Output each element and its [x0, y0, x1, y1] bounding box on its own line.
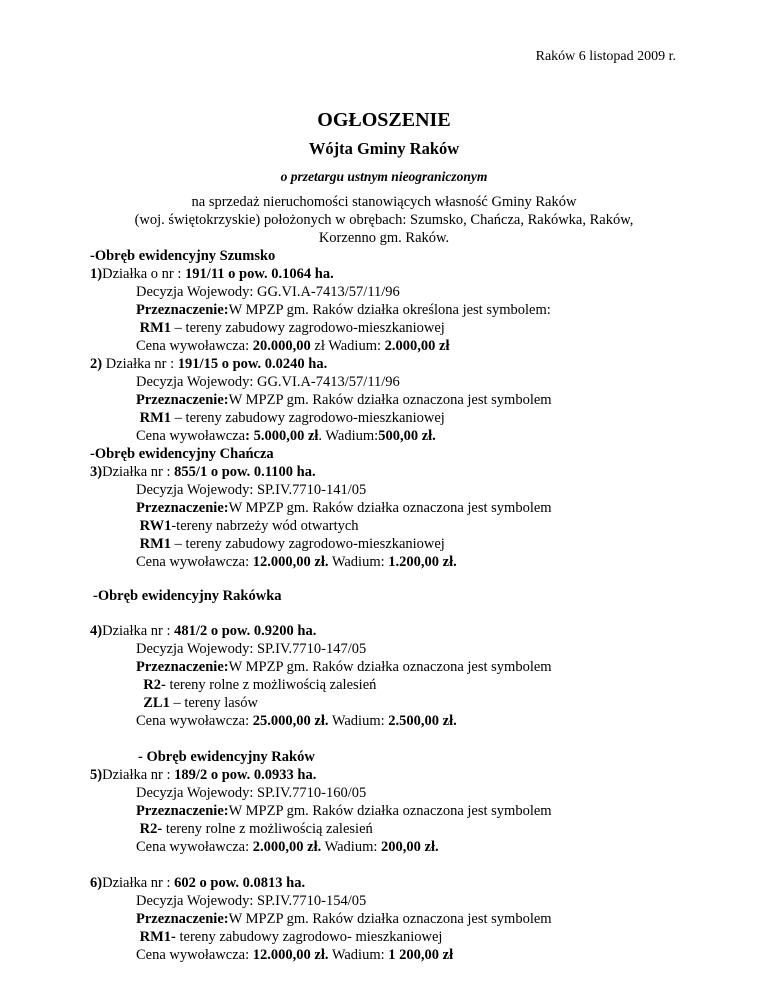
- lot-1-decision: Decyzja Wojewody: GG.VI.A-7413/57/11/96: [136, 284, 400, 300]
- zone-desc: – tereny zabudowy zagrodowo-mieszkaniowej: [171, 536, 445, 552]
- zone-code: RM1: [139, 410, 172, 426]
- lot-5-price: [136, 838, 439, 856]
- intro-line-3: Korzenno gm. Raków.: [318, 230, 450, 246]
- lot-prefix: Działka nr :: [102, 623, 175, 639]
- lot-plot: 481/2 o pow. 0.9200 ha.: [174, 623, 317, 639]
- purpose-label: Przeznaczenie:: [136, 659, 229, 675]
- lot-2-price: [136, 427, 436, 445]
- lot-4-price: [136, 712, 457, 730]
- price-value: 12.000,00 zł.: [252, 947, 329, 963]
- price-mid: . Wadium:: [318, 428, 379, 444]
- price-label: Cena wywoławcza: [136, 428, 246, 444]
- zone-code: RM1: [139, 536, 172, 552]
- lot-4-decision: Decyzja Wojewody: SP.IV.7710-147/05: [136, 641, 367, 657]
- lot-plot: 191/11 o pow. 0.1064 ha.: [185, 266, 334, 282]
- lot-number: 2): [90, 356, 103, 372]
- zone-desc: tereny rolne z możliwością zalesień: [165, 677, 377, 693]
- lot-5-purpose: [136, 802, 552, 820]
- zone-desc: -tereny nabrzeży wód otwartych: [171, 518, 359, 534]
- lot-2-zone-1: [136, 409, 445, 427]
- lot-1-header: [90, 265, 334, 283]
- price-mid: Wadium:: [321, 839, 382, 855]
- price-value: 2.000,00 zł.: [252, 839, 322, 855]
- price-value: 25.000,00 zł.: [252, 713, 329, 729]
- document-tagline: o przetargu ustnym nieograniczonym: [280, 169, 488, 184]
- purpose-text: W MPZP gm. Raków działka oznaczona jest symbolem: [228, 392, 552, 408]
- lot-5-header: [90, 766, 316, 784]
- document-date: Raków 6 listopad 2009 r.: [535, 49, 676, 64]
- lot-1-zone-1: [136, 319, 445, 337]
- purpose-text: W MPZP gm. Raków działka oznaczona jest symbolem: [228, 803, 552, 819]
- lot-prefix: Działka o nr :: [102, 266, 186, 282]
- price-value: 20.000,00: [252, 338, 311, 354]
- price-mid: Wadium:: [328, 713, 389, 729]
- lot-number: 6): [90, 875, 103, 891]
- lot-4-zone-2: [136, 694, 258, 712]
- lot-2-header: [90, 355, 327, 373]
- lot-plot: 855/1 o pow. 0.1100 ha.: [174, 464, 316, 480]
- zone-code: RW1: [139, 518, 172, 534]
- price-label: Cena wywoławcza:: [136, 338, 253, 354]
- zone-desc: – tereny lasów: [169, 695, 259, 711]
- lot-plot: 602 o pow. 0.0813 ha.: [174, 875, 306, 891]
- purpose-label: Przeznaczenie:: [136, 302, 229, 318]
- price-mid: zł Wadium:: [310, 338, 385, 354]
- intro-line-1: na sprzedaż nieruchomości stanowiących własność Gminy Raków: [191, 194, 577, 210]
- deposit-value: 2.000,00 zł: [384, 338, 450, 354]
- lot-6-decision: Decyzja Wojewody: SP.IV.7710-154/05: [136, 893, 367, 909]
- lot-4-purpose: [136, 658, 552, 676]
- lot-plot: 189/2 o pow. 0.0933 ha.: [174, 767, 317, 783]
- purpose-text: W MPZP gm. Raków działka oznaczona jest symbolem: [228, 500, 552, 516]
- purpose-label: Przeznaczenie:: [136, 803, 229, 819]
- lot-1-price: [136, 337, 449, 355]
- zone-code: R2-: [143, 677, 166, 693]
- zone-code: RM1-: [139, 929, 176, 945]
- lot-3-zone-1: [136, 517, 359, 535]
- price-label: Cena wywoławcza:: [136, 713, 253, 729]
- zone-code: RM1: [139, 320, 172, 336]
- zone-desc: tereny zabudowy zagrodowo- mieszkaniowej: [175, 929, 443, 945]
- lot-2-decision: Decyzja Wojewody: GG.VI.A-7413/57/11/96: [136, 374, 400, 390]
- price-value: 12.000,00 zł.: [252, 554, 329, 570]
- purpose-text: W MPZP gm. Raków działka oznaczona jest symbolem: [228, 911, 552, 927]
- lot-3-price: [136, 553, 457, 571]
- intro-line-2: (woj. świętokrzyskie) położonych w obrębach: Szumsko, Chańcza, Rakówka, Raków,: [134, 212, 634, 228]
- purpose-label: Przeznaczenie:: [136, 911, 229, 927]
- deposit-value: 1.200,00 zł.: [388, 554, 457, 570]
- zone-desc: – tereny zabudowy zagrodowo-mieszkaniowej: [171, 410, 445, 426]
- purpose-label: Przeznaczenie:: [136, 392, 229, 408]
- section-heading-szumsko: -Obręb ewidencyjny Szumsko: [90, 248, 276, 264]
- lot-6-header: [90, 874, 305, 892]
- lot-3-zone-2: [136, 535, 445, 553]
- price-value: : 5.000,00 zł: [245, 428, 319, 444]
- lot-3-decision: Decyzja Wojewody: SP.IV.7710-141/05: [136, 482, 367, 498]
- deposit-value: 200,00 zł.: [381, 839, 439, 855]
- section-heading-rakowka: -Obręb ewidencyjny Rakówka: [93, 588, 282, 604]
- lot-prefix: Działka nr :: [102, 875, 175, 891]
- price-mid: Wadium:: [328, 554, 389, 570]
- price-label: Cena wywoławcza:: [136, 947, 253, 963]
- deposit-value: 500,00 zł.: [378, 428, 436, 444]
- lot-6-purpose: [136, 910, 552, 928]
- zone-desc: – tereny zabudowy zagrodowo-mieszkaniowej: [171, 320, 445, 336]
- zone-desc: tereny rolne z możliwością zalesień: [162, 821, 373, 837]
- deposit-value: 1 200,00 zł: [388, 947, 454, 963]
- price-label: Cena wywoławcza:: [136, 554, 253, 570]
- zone-code: R2-: [139, 821, 163, 837]
- zone-code: ZL1: [143, 695, 170, 711]
- price-label: Cena wywoławcza:: [136, 839, 253, 855]
- section-heading-chancza: -Obręb ewidencyjny Chańcza: [90, 446, 274, 462]
- lot-prefix: Działka nr :: [102, 464, 175, 480]
- deposit-value: 2.500,00 zł.: [388, 713, 457, 729]
- section-heading-rakow: - Obręb ewidencyjny Raków: [138, 749, 315, 765]
- lot-5-decision: Decyzja Wojewody: SP.IV.7710-160/05: [136, 785, 367, 801]
- lot-2-purpose: [136, 391, 552, 409]
- lot-number: 1): [90, 266, 103, 282]
- lot-4-zone-1: [136, 676, 376, 694]
- lot-3-header: [90, 463, 316, 481]
- lot-3-purpose: [136, 499, 552, 517]
- lot-number: 4): [90, 623, 103, 639]
- lot-number: 3): [90, 464, 103, 480]
- lot-prefix: Działka nr :: [102, 356, 178, 372]
- document-subtitle: Wójta Gminy Raków: [308, 139, 460, 158]
- lot-1-purpose: [136, 301, 551, 319]
- purpose-text: W MPZP gm. Raków działka określona jest symbolem:: [228, 302, 551, 318]
- lot-6-price: [136, 946, 453, 964]
- purpose-label: Przeznaczenie:: [136, 500, 229, 516]
- price-mid: Wadium:: [328, 947, 389, 963]
- lot-plot: 191/15 o pow. 0.0240 ha.: [177, 356, 328, 372]
- lot-5-zone-1: [136, 820, 373, 838]
- lot-number: 5): [90, 767, 103, 783]
- purpose-text: W MPZP gm. Raków działka oznaczona jest symbolem: [228, 659, 552, 675]
- lot-prefix: Działka nr :: [102, 767, 175, 783]
- document-title: OGŁOSZENIE: [317, 109, 451, 131]
- lot-4-header: [90, 622, 316, 640]
- lot-6-zone-1: [136, 928, 442, 946]
